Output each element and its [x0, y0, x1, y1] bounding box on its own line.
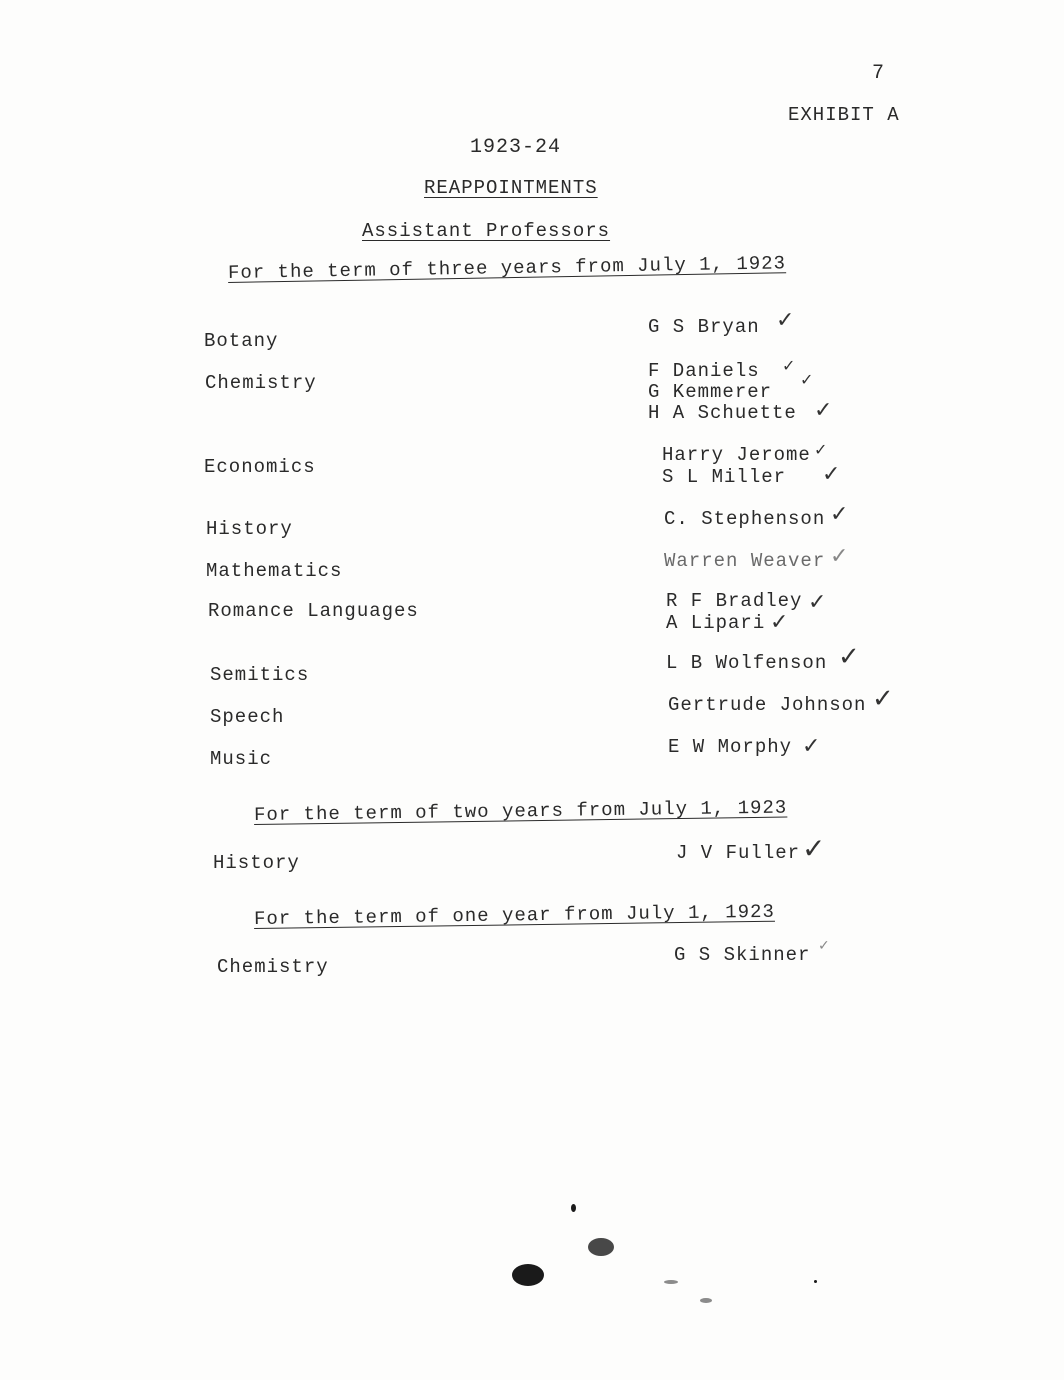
ink-smudge: [588, 1238, 614, 1256]
section-heading-three-years: For the term of three years from July 1, 1923: [227, 252, 787, 284]
appointee-name: E W Morphy: [668, 736, 793, 758]
ink-speck: [814, 1280, 817, 1283]
page-number: 7: [872, 62, 886, 85]
checkmark-icon: ✓: [802, 832, 826, 865]
dept-label: Botany: [204, 330, 279, 352]
dept-label: History: [206, 518, 293, 540]
checkmark-icon: ✓: [830, 544, 849, 569]
dept-label: History: [213, 852, 300, 874]
appointee-name: H A Schuette: [648, 402, 797, 424]
appointee-name: L B Wolfenson: [666, 652, 828, 674]
ink-smudge: [512, 1264, 544, 1286]
section-heading-one-year: For the term of one year from July 1, 1923: [253, 900, 775, 930]
appointee-name: R F Bradley: [666, 590, 803, 612]
appointee-name: A Lipari: [666, 612, 766, 634]
appointee-name: Gertrude Johnson: [668, 694, 867, 716]
dept-label: Romance Languages: [208, 600, 419, 622]
appointee-name: G S Skinner: [674, 944, 811, 966]
checkmark-icon: ✓: [838, 642, 860, 672]
checkmark-icon: ✓: [830, 502, 849, 527]
checkmark-icon: ✓: [776, 308, 795, 333]
document-subtitle: Assistant Professors: [362, 220, 611, 242]
dept-label: Speech: [210, 706, 285, 728]
checkmark-icon: ✓: [818, 938, 830, 954]
checkmark-icon: ✓: [872, 684, 894, 714]
checkmark-icon: ✓: [800, 370, 814, 389]
document-title: REAPPOINTMENTS: [424, 177, 598, 199]
ink-speck: [664, 1280, 678, 1284]
checkmark-icon: ✓: [814, 398, 833, 423]
checkmark-icon: ✓: [802, 734, 821, 759]
appointee-name: F Daniels: [648, 360, 760, 382]
dept-label: Mathematics: [206, 560, 343, 582]
exhibit-label: EXHIBIT A: [788, 104, 900, 126]
checkmark-icon: ✓: [814, 440, 828, 459]
dept-label: Chemistry: [205, 372, 317, 394]
dept-label: Chemistry: [217, 956, 329, 978]
section-heading-two-years: For the term of two years from July 1, 1923: [253, 796, 788, 826]
appointee-name: C. Stephenson: [664, 508, 826, 530]
ink-speck: [571, 1204, 576, 1212]
appointee-name: G S Bryan: [648, 316, 760, 338]
dept-label: Economics: [204, 456, 316, 478]
appointee-name: J V Fuller: [676, 842, 801, 864]
checkmark-icon: ✓: [770, 610, 789, 635]
dept-label: Music: [210, 748, 273, 770]
appointee-name: Harry Jerome: [662, 444, 811, 466]
dept-label: Semitics: [210, 664, 310, 686]
checkmark-icon: ✓: [822, 462, 841, 487]
ink-speck: [700, 1298, 712, 1303]
checkmark-icon: ✓: [808, 590, 827, 615]
appointee-name: S L Miller: [662, 466, 787, 488]
year-heading: 1923-24: [470, 136, 562, 159]
appointee-name: Warren Weaver: [664, 550, 826, 572]
appointee-name: G Kemmerer: [648, 381, 773, 403]
checkmark-icon: ✓: [782, 356, 796, 375]
